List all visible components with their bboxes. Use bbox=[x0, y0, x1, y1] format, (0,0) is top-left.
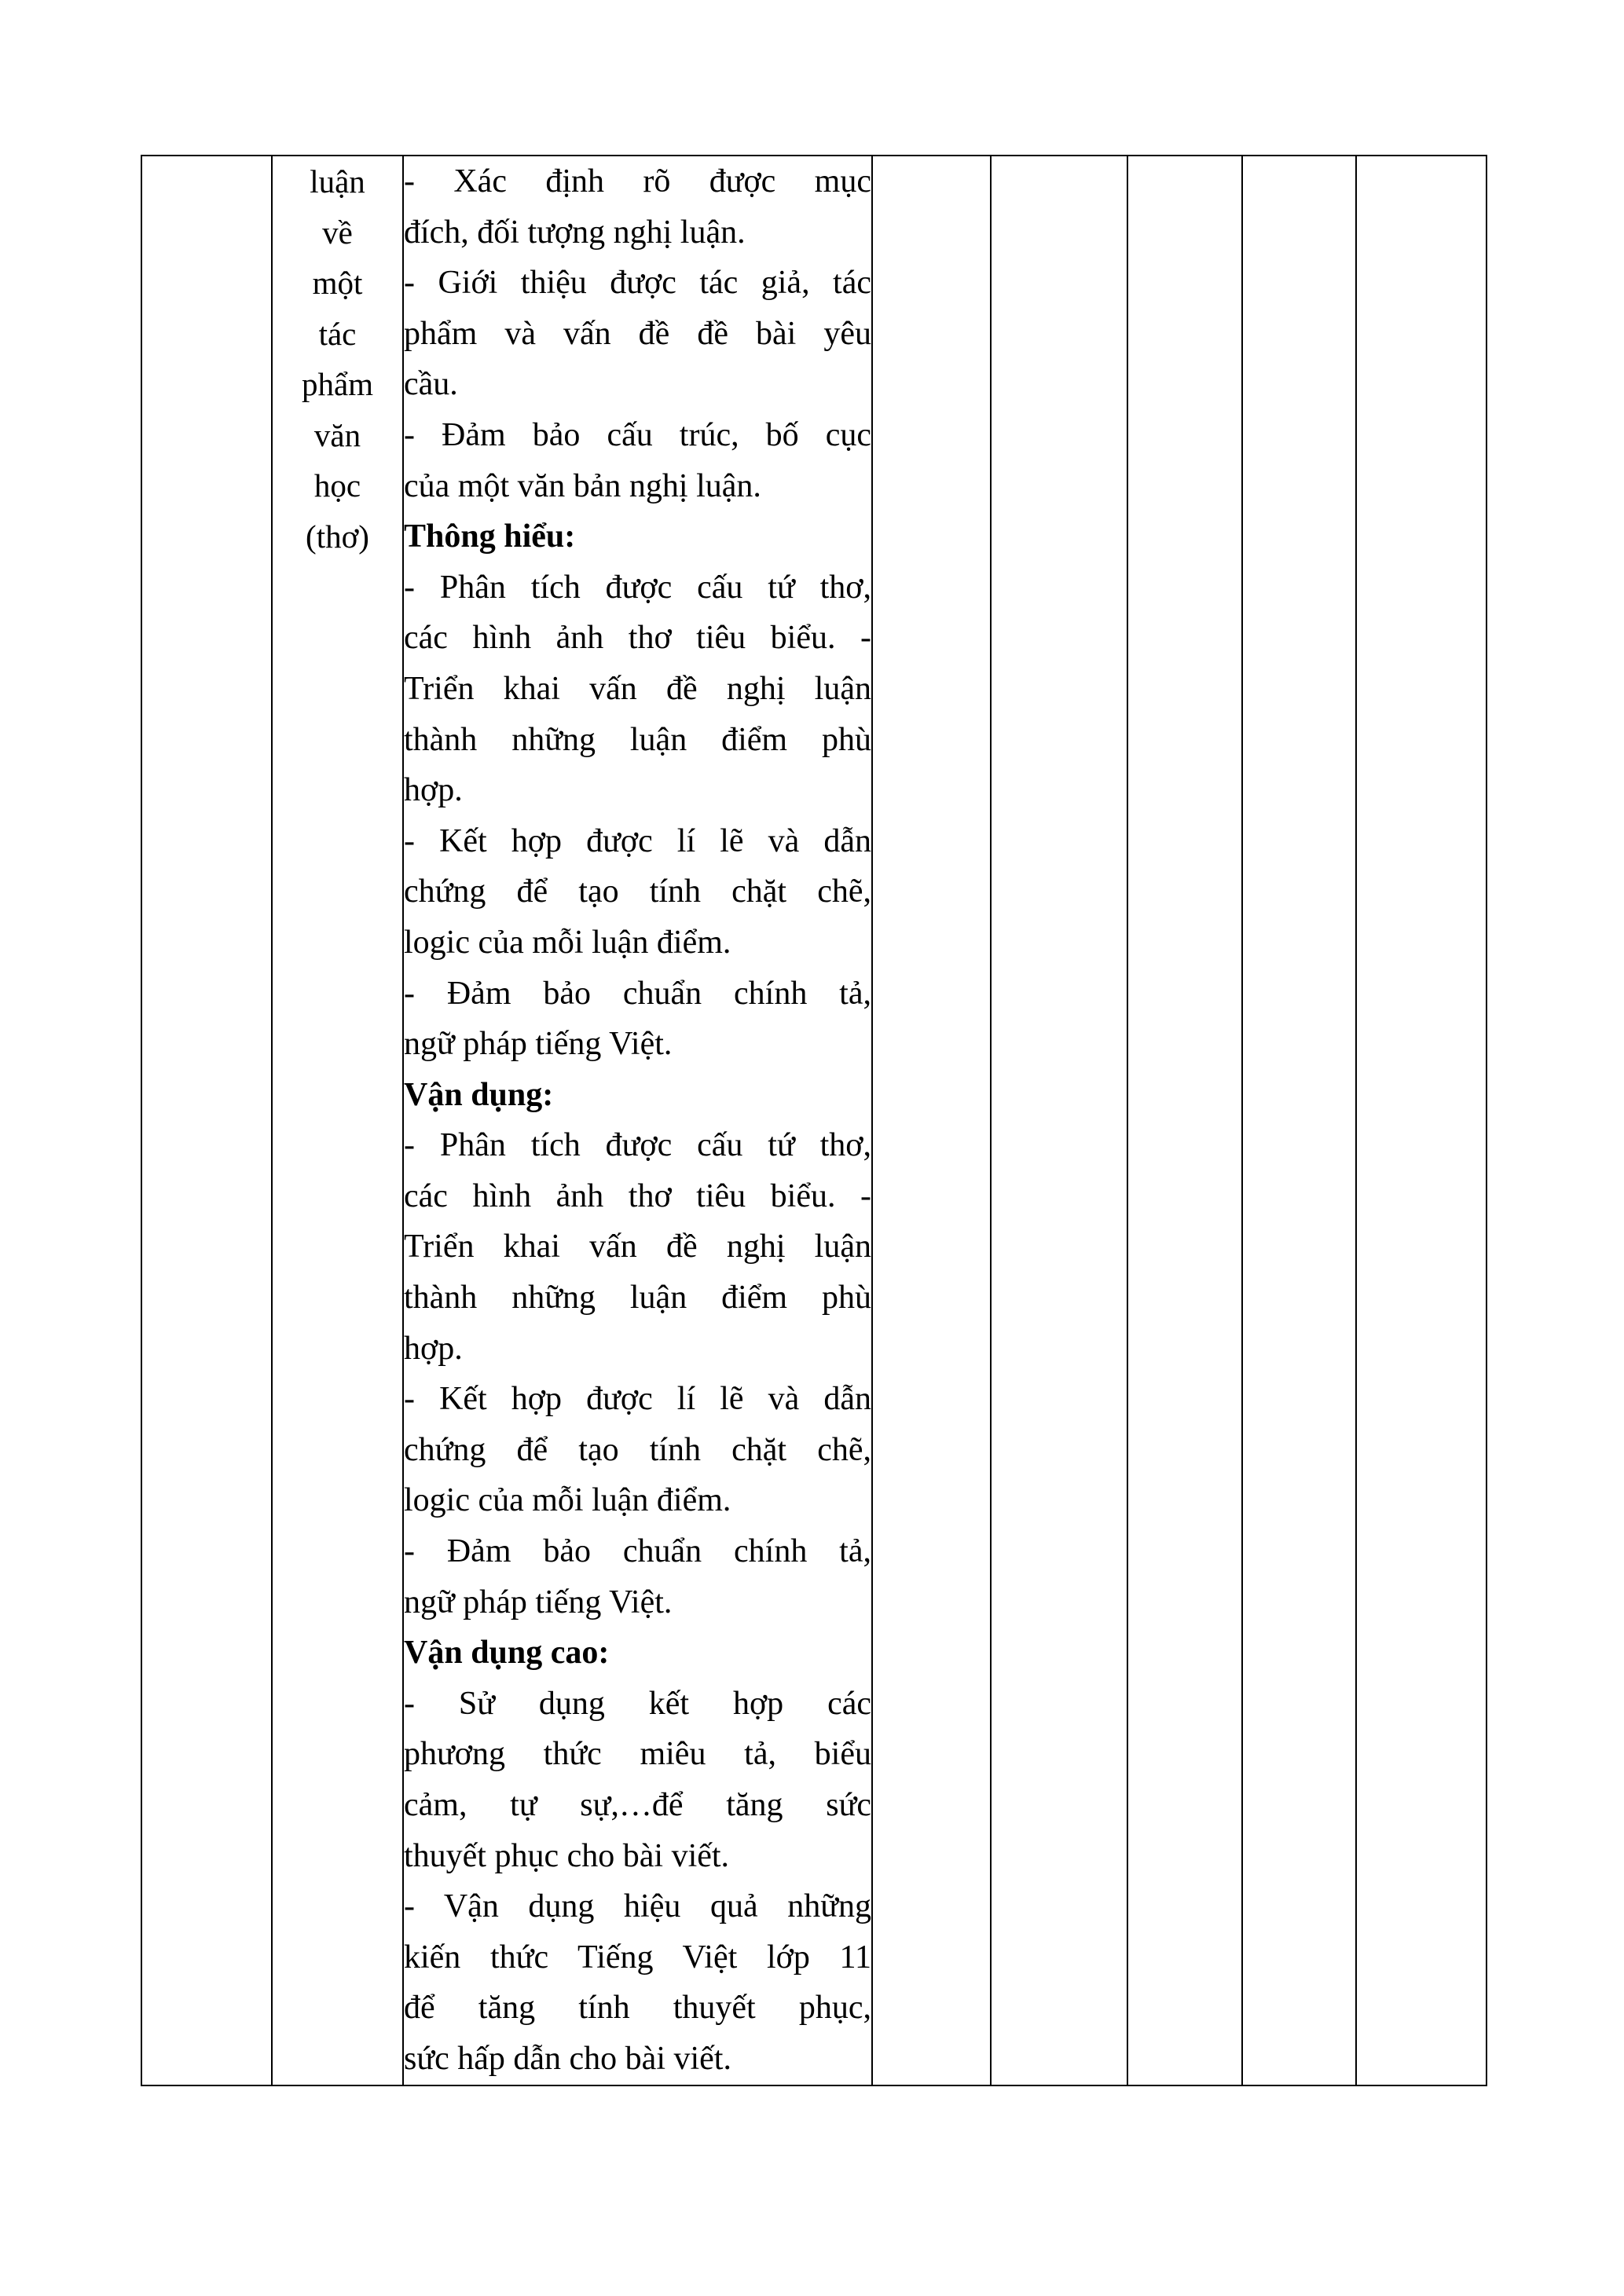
text-line: - Giới thiệu được tác giả, tác bbox=[404, 265, 871, 302]
cell-empty bbox=[991, 156, 1127, 2085]
text-line: ngữ pháp tiếng Việt. bbox=[404, 1584, 673, 1620]
text-line: thành những luận điểm phù bbox=[404, 1280, 871, 1316]
text-line: - Xác định rõ được mục bbox=[404, 163, 871, 200]
table-row bbox=[141, 156, 1487, 2085]
text-line: - Kết hợp được lí lẽ và dẫn bbox=[404, 822, 871, 859]
cell-empty bbox=[1356, 156, 1487, 2085]
text-line: chứng để tạo tính chặt chẽ, bbox=[404, 873, 871, 910]
text-line: Triển khai vấn đề nghị luận bbox=[404, 670, 871, 707]
text-line: để tăng tính thuyết phục, bbox=[404, 1990, 871, 2027]
text-line: - Đảm bảo chuẩn chính tả, bbox=[404, 975, 871, 1012]
topic-line: một bbox=[312, 265, 363, 301]
text-line: ngữ pháp tiếng Việt. bbox=[404, 1026, 673, 1063]
assessment-matrix-table bbox=[141, 155, 1487, 2086]
text-line: Triển khai vấn đề nghị luận bbox=[404, 1229, 871, 1265]
text-line: chứng để tạo tính chặt chẽ, bbox=[404, 1431, 871, 1468]
heading-van-dung: Vận dụng: bbox=[404, 1076, 554, 1113]
topic-line: về bbox=[322, 214, 353, 251]
text-line: - Kết hợp được lí lẽ và dẫn bbox=[404, 1381, 871, 1418]
text-line: thành những luận điểm phù bbox=[404, 721, 871, 758]
text-line: kiến thức Tiếng Việt lớp 11 bbox=[404, 1939, 871, 1976]
cell-requirements bbox=[403, 156, 872, 2085]
text-line: - Phân tích được cấu tứ thơ, bbox=[404, 569, 871, 606]
text-line: cảm, tự sự,…để tăng sức bbox=[404, 1787, 871, 1823]
text-line: sức hấp dẫn cho bài viết. bbox=[404, 2040, 731, 2077]
cell-topic bbox=[272, 156, 403, 2085]
topic-line: (thơ) bbox=[306, 518, 369, 555]
text-line: thuyết phục cho bài viết. bbox=[404, 1837, 730, 1874]
topic-line: học bbox=[313, 467, 361, 504]
text-line: các hình ảnh thơ tiêu biểu. - bbox=[404, 1177, 871, 1214]
text-line: - Phân tích được cấu tứ thơ, bbox=[404, 1127, 871, 1164]
text-line: phương thức miêu tả, biểu bbox=[404, 1736, 871, 1773]
text-line: - Đảm bảo cấu trúc, bố cục bbox=[404, 416, 871, 453]
text-line: - Đảm bảo chuẩn chính tả, bbox=[404, 1533, 871, 1570]
text-line: - Sử dụng kết hợp các bbox=[404, 1685, 871, 1722]
heading-van-dung-cao: Vận dụng cao: bbox=[404, 1635, 610, 1672]
text-line: phẩm và vấn đề đề bài yêu bbox=[404, 315, 871, 352]
text-line: cầu. bbox=[404, 366, 458, 403]
cell-empty bbox=[872, 156, 991, 2085]
text-line: các hình ảnh thơ tiêu biểu. - bbox=[404, 620, 871, 657]
topic-line: luận bbox=[310, 163, 365, 200]
cell-empty bbox=[1127, 156, 1242, 2085]
text-line: logic của mỗi luận điểm. bbox=[404, 1482, 731, 1519]
topic-line: tác bbox=[318, 315, 357, 352]
topic-line: văn bbox=[313, 416, 361, 453]
cell-empty bbox=[1242, 156, 1356, 2085]
topic-line: phẩm bbox=[301, 366, 374, 402]
text-line: hợp. bbox=[404, 772, 463, 809]
text-line: logic của mỗi luận điểm. bbox=[404, 924, 731, 961]
text-line: của một văn bản nghị luận. bbox=[404, 467, 761, 504]
cell-index bbox=[141, 156, 272, 2085]
text-line: hợp. bbox=[404, 1330, 463, 1367]
heading-thong-hieu: Thông hiểu: bbox=[404, 518, 576, 555]
text-line: đích, đối tượng nghị luận. bbox=[404, 214, 746, 251]
text-line: - Vận dụng hiệu quả những bbox=[404, 1888, 871, 1925]
